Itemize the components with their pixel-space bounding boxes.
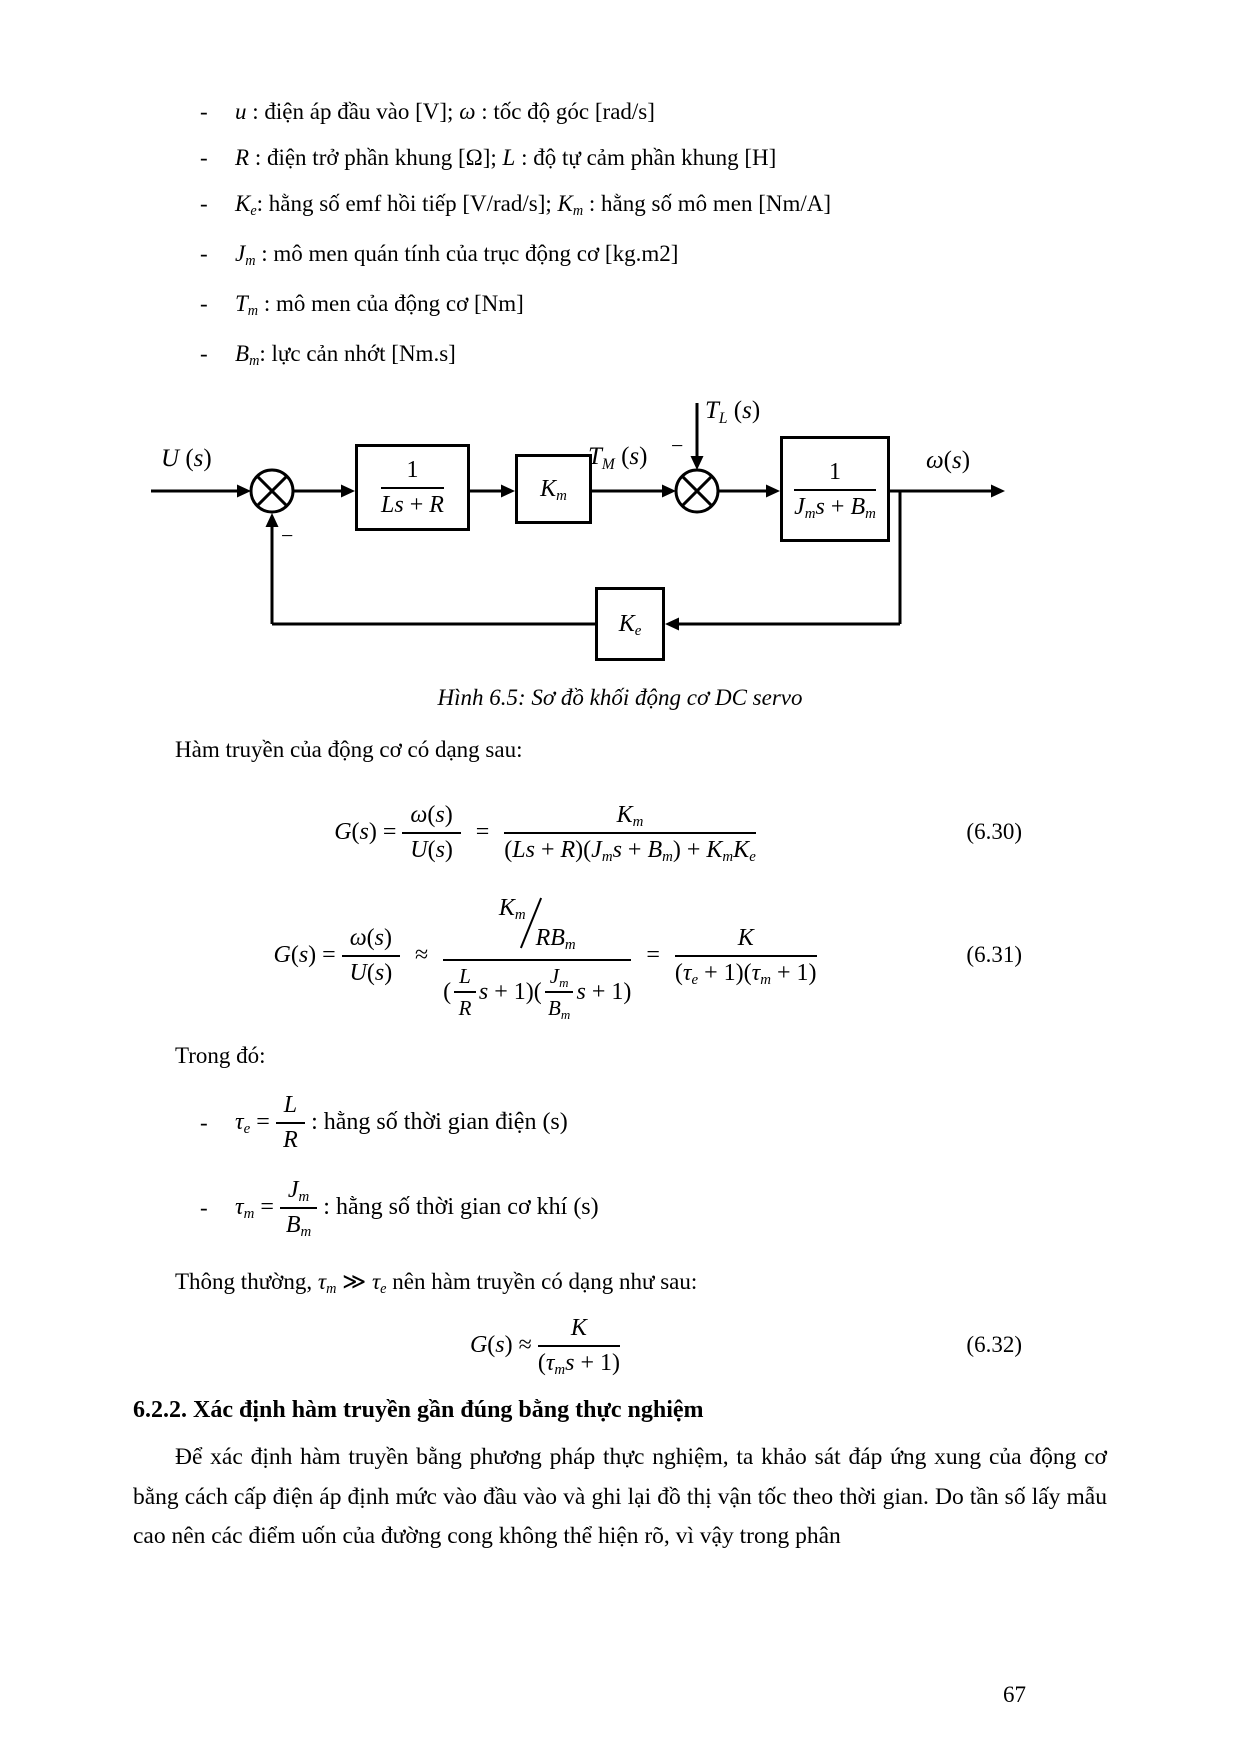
- bullet-dash: -: [200, 145, 208, 170]
- equation-number: (6.31): [966, 942, 1022, 967]
- mechanical-transfer-block: [780, 436, 890, 542]
- approx-sign: ≈: [415, 941, 429, 968]
- bullet-dash: -: [200, 191, 208, 216]
- definitions-list: [133, 0, 1107, 373]
- equation-6-31: [133, 889, 1107, 1021]
- intro-text: Hàm truyền của động cơ có dạng sau:: [175, 737, 523, 762]
- armature-fraction: $\frac{1}{Ls + R}$: [381, 457, 444, 518]
- definition-item-r: [133, 142, 1107, 173]
- motor-torque-label: $T_M$ (s): [588, 443, 648, 473]
- eq32-fraction: $\frac{K}{(\tau_ms + 1)}$: [537, 1314, 621, 1378]
- definition-text: u : điện áp đầu vào [V]; ω : tốc độ góc [rad/s]: [235, 99, 655, 124]
- mechanical-fraction: $\frac{1}{J_ms + B_m}$: [794, 458, 876, 522]
- tau-m-definition: - $\tau_m$ = $\frac{J_m}{B_m}$ : hằng số thời gian cơ khí (s): [200, 1177, 599, 1241]
- definition-item-k: [133, 188, 1107, 223]
- tau-e-definition: - $\tau_e$ = $\frac{L}{R}$ : hằng số thời gian điện (s): [200, 1092, 568, 1153]
- jm-over-bm-fraction: $\frac{J_m}{B_m}$: [545, 964, 574, 1021]
- bullet-dash: -: [200, 241, 208, 266]
- armature-transfer-block: [355, 444, 470, 531]
- km-gain-block: $K_m$: [515, 454, 592, 524]
- body-paragraph: Để xác định hàm truyền bằng phương pháp thực nghiệm, ta khảo sát đáp ứng xung của động cơ bằng cách cấp điện áp định mức vào đầu vào và ghi lại đồ thị vận tốc theo thời gian. Do tần số lấy mẫu cao nên các điểm uốn của đường cong không thể hiện rõ, vì vậy trong phân: [133, 1444, 1107, 1549]
- eq31-lhs: G(s) =: [273, 941, 336, 968]
- page-number: 67: [1003, 1682, 1026, 1707]
- equals-sign: =: [646, 941, 660, 968]
- eq32-lhs: G(s) ≈: [469, 1331, 532, 1358]
- input-signal-label: U (s): [161, 445, 212, 472]
- bullet-dash: -: [200, 1109, 208, 1135]
- bullet-dash: -: [200, 99, 208, 124]
- l-over-r-fraction: $\frac{L}{R}$: [454, 964, 476, 1021]
- eq31-skew-fraction: $K_m$ $RB_m$: [498, 894, 576, 953]
- eq30-omega-over-u: $\frac{\omega(s)}{U(s)}$: [402, 801, 460, 864]
- figure-caption: Hình 6.5: Sơ đồ khối động cơ DC servo: [437, 685, 803, 710]
- equation-number: (6.32): [966, 1332, 1022, 1357]
- eq31-simplified-fraction: $\frac{K}{(\tau_e + 1)(\tau_m + 1)}$: [674, 924, 817, 988]
- definition-text: R : điện trở phần khung [Ω]; L : độ tự cảm phần khung [H]: [235, 145, 777, 170]
- feedback-minus-sign: −: [281, 523, 294, 548]
- definition-text: $K_e$: hằng số emf hồi tiếp [V/rad/s]; $K_m$ : hằng số mô men [Nm/A]: [235, 191, 832, 220]
- eq30-rhs-fraction: $\frac{K_m}{(Ls + R)(J_ms + B_m) + K_mK_e}$: [504, 801, 756, 865]
- ke-feedback-block: $K_e$: [595, 587, 665, 661]
- bullet-dash: -: [200, 1194, 208, 1220]
- eq31-omega-over-u: $\frac{\omega(s)}{U(s)}$: [342, 924, 400, 987]
- equation-number: (6.30): [966, 819, 1022, 844]
- definition-item-b: [133, 338, 1107, 373]
- load-torque-label: $T_L$ (s): [705, 397, 761, 427]
- definition-item-j: [133, 238, 1107, 273]
- definition-text: $B_m$: lực cản nhớt [Nm.s]: [235, 341, 456, 370]
- equals-sign: =: [475, 818, 490, 845]
- load-minus-sign: −: [671, 433, 684, 458]
- eq31-main-fraction: $K_m$ $RB_m$ ( $\frac{L}{R}$ s + 1)( $\frac{J_m}{B_m}$ s + 1): [443, 889, 631, 1021]
- bullet-dash: -: [200, 341, 208, 366]
- definition-item-u: [133, 96, 1107, 127]
- bullet-dash: -: [200, 291, 208, 316]
- section-heading: 6.2.2. Xác định hàm truyền gần đúng bằng thực nghiệm: [133, 1397, 704, 1423]
- document-page: [133, 0, 1107, 1557]
- trong-do-text: Trong đó:: [175, 1043, 266, 1068]
- definition-text: $J_m$ : mô men quán tính của trục động cơ [kg.m2]: [235, 241, 679, 270]
- l-over-r-fraction: $\frac{L}{R}$: [276, 1091, 305, 1154]
- jm-over-bm-fraction: $\frac{J_m}{B_m}$: [280, 1176, 317, 1239]
- output-speed-label: ω(s): [926, 447, 971, 474]
- block-diagram: [133, 397, 1107, 667]
- thong-thuong-text: Thông thường, $\tau_m$ ≫ $\tau_e$ nên hàm truyền có dạng như sau:: [175, 1269, 698, 1298]
- definition-text: $T_m$ : mô men của động cơ [Nm]: [235, 291, 524, 320]
- equation-6-30: [133, 789, 1107, 875]
- eq30-lhs: G(s) =: [334, 818, 397, 845]
- definition-item-t: [133, 288, 1107, 323]
- equation-6-32: [133, 1307, 1107, 1383]
